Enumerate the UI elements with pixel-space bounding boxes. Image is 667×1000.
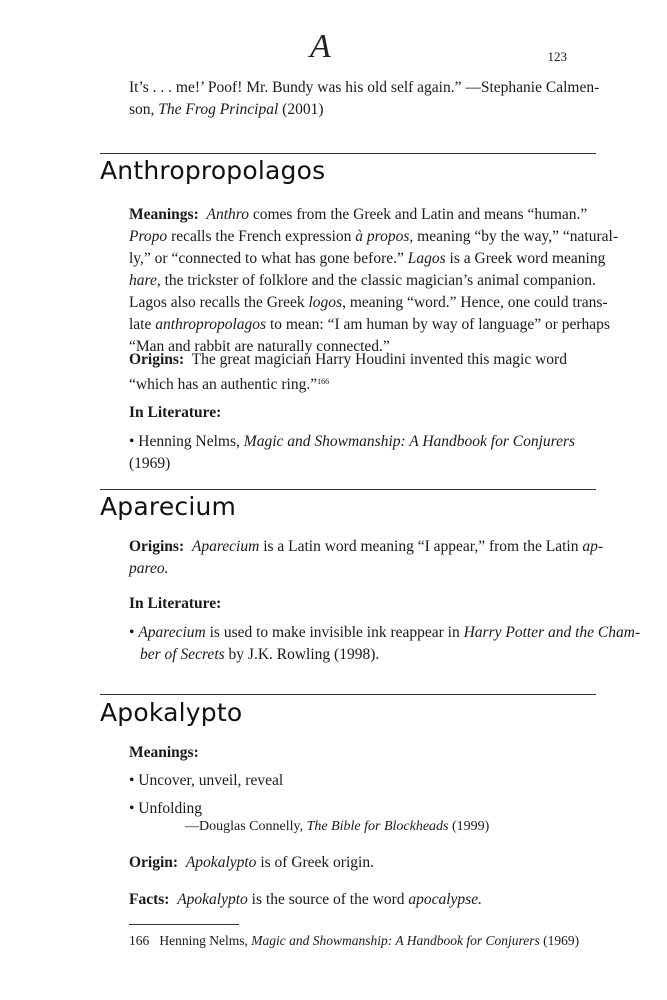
in-literature-label: In Literature: [129,404,222,421]
section-divider [100,694,596,695]
origins-line-1: Origins: The great magician Harry Houdini invented this magic word [129,351,567,368]
meaning-bullet: • Unfolding [129,800,203,817]
meanings-label: Meanings: [129,744,199,761]
meanings-line: Meanings: Anthro comes from the Greek and Latin and means “human.” [129,206,588,223]
meanings-line: late anthropropolagos to mean: “I am human by way of language” or perhaps [129,316,610,333]
section-divider [100,489,596,490]
attribution: —Douglas Connelly, The Bible for Blockheads (1999) [185,819,490,834]
entry-heading: Anthropropolagos [100,156,326,185]
literature-item: • Henning Nelms, Magic and Showmanship: A Handbook for Conjurers (1969) [129,433,576,472]
footnote: 166 Henning Nelms, Magic and Showmanship: A Handbook for Conjurers (1969) [129,933,580,948]
footnote-ref: 166 [317,377,330,386]
meanings-paragraph [129,204,618,358]
literature-item: • Aparecium is used to make invisible ink reappear in Harry Potter and the Cham- ber of Secrets by J.K. Rowling (1998). [129,624,641,663]
meanings-line: hare, the trickster of folklore and the classic magician’s animal companion. [129,272,596,289]
section-divider [100,153,596,154]
entry-heading: Aparecium [100,492,237,521]
origin-line: Origin: Apokalypto is of Greek origin. [129,854,374,871]
in-literature-label: In Literature: [129,595,222,612]
meaning-bullet: • Uncover, unveil, reveal [129,772,284,789]
meanings-line: ly,” or “connected to what has gone before.” Lagos is a Greek word meaning [129,250,606,267]
origins-paragraph [129,349,596,396]
continuation-line-2: son, The Frog Principal (2001) [129,101,324,118]
meanings-line: “Man and rabbit are naturally connected.” [129,338,390,355]
facts-line: Facts: Apokalypto is the source of the word apocalypse. [129,891,482,908]
footnote-rule [129,924,239,925]
origins-line-2: “which has an authentic ring.”$^{166}$ [129,376,330,393]
meanings-line: Propo recalls the French expression à propos, meaning “by the way,” “natural- [129,228,618,245]
origins-paragraph: Origins: Aparecium is a Latin word meaning “I appear,” from the Latin ap- pareo. [129,538,604,577]
chapter-letter-ornament: A [310,28,331,65]
continuation-line-1: It’s . . . me!’ Poof! Mr. Bundy was his old self again.” —Stephanie Calmen- [129,79,600,96]
page-number: 123 [547,49,567,64]
continuation-paragraph [129,77,600,121]
meanings-line: Lagos also recalls the Greek logos, meaning “word.” Hence, one could trans- [129,294,608,311]
entry-heading: Apokalypto [100,698,243,727]
